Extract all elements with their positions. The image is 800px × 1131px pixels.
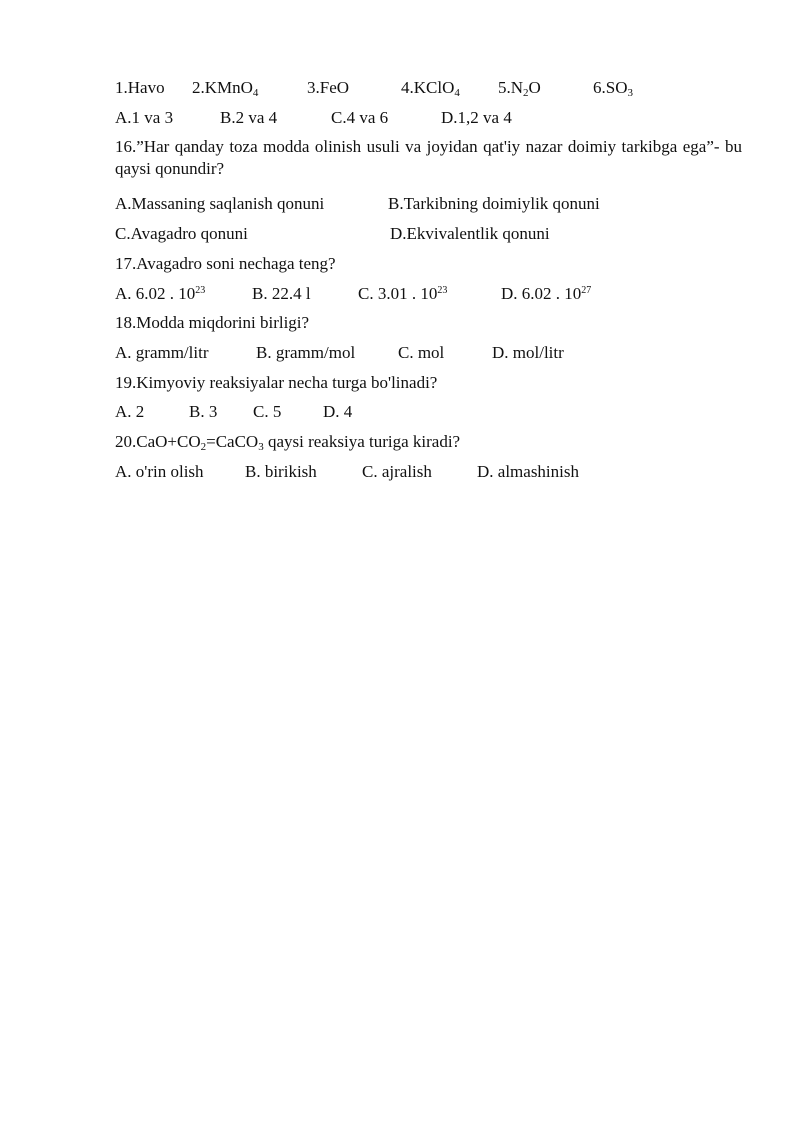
substance-item: 4.KClO$_4$	[401, 78, 460, 99]
option-c: C.4 va 6	[331, 108, 389, 127]
option-b: B. gramm/mol	[256, 343, 356, 362]
option-c: C. 5	[253, 402, 282, 421]
question-18-text: 18.Modda miqdorini birligi?	[115, 313, 310, 332]
option-a: A. o'rin olish	[115, 462, 204, 481]
option-a: A. 6.02 . $10^{23}$	[115, 284, 206, 303]
option-d: D.Ekvivalentlik qonuni	[390, 224, 550, 243]
option-a: A.1 va 3	[115, 108, 174, 127]
option-c: C.Avagadro qonuni	[115, 224, 248, 243]
option-b: B.Tarkibning doimiylik qonuni	[388, 194, 600, 213]
question-17-text: 17.Avagadro soni nechaga teng?	[115, 254, 336, 273]
option-a: A.Massaning saqlanish qonuni	[115, 194, 325, 213]
question-19-text: 19.Kimyoviy reaksiyalar necha turga bo'linadi?	[115, 373, 438, 392]
option-a: A. gramm/litr	[115, 343, 209, 362]
option-b: B.2 va 4	[220, 108, 278, 127]
option-d: D. 6.02 . $10^{27}$	[501, 284, 592, 303]
option-a: A. 2	[115, 402, 145, 421]
substance-item: 1.Havo	[115, 78, 165, 97]
option-b: B. 3	[189, 402, 218, 421]
option-b: B. birikish	[245, 462, 317, 481]
substance-item: $5.N_2O$	[498, 78, 541, 99]
question-16-text: 16.”Har qanday toza modda olinish usuli va joyidan qat'iy nazar doimiy tarkibga ega”- bu qaysi qonundir?	[115, 137, 742, 178]
option-d: D. almashinish	[477, 462, 579, 481]
option-c: C. mol	[398, 343, 445, 362]
option-d: D. 4	[323, 402, 353, 421]
substance-item: 2.KMnO$_4$	[192, 78, 259, 99]
option-c: C. ajralish	[362, 462, 432, 481]
option-d: D. mol/litr	[492, 343, 564, 362]
question-20-text: $20.CaO+CO_2=CaCO_3$ qaysi reaksiya turiga kiradi?	[115, 432, 461, 453]
substance-item: $6.SO_3$	[593, 78, 633, 99]
option-b: B. 22.4 l	[252, 284, 311, 303]
option-c: C. 3.01 . $10^{23}$	[358, 284, 448, 303]
substance-item: 3.FeO	[307, 78, 350, 97]
option-d: D.1,2 va 4	[441, 108, 512, 127]
